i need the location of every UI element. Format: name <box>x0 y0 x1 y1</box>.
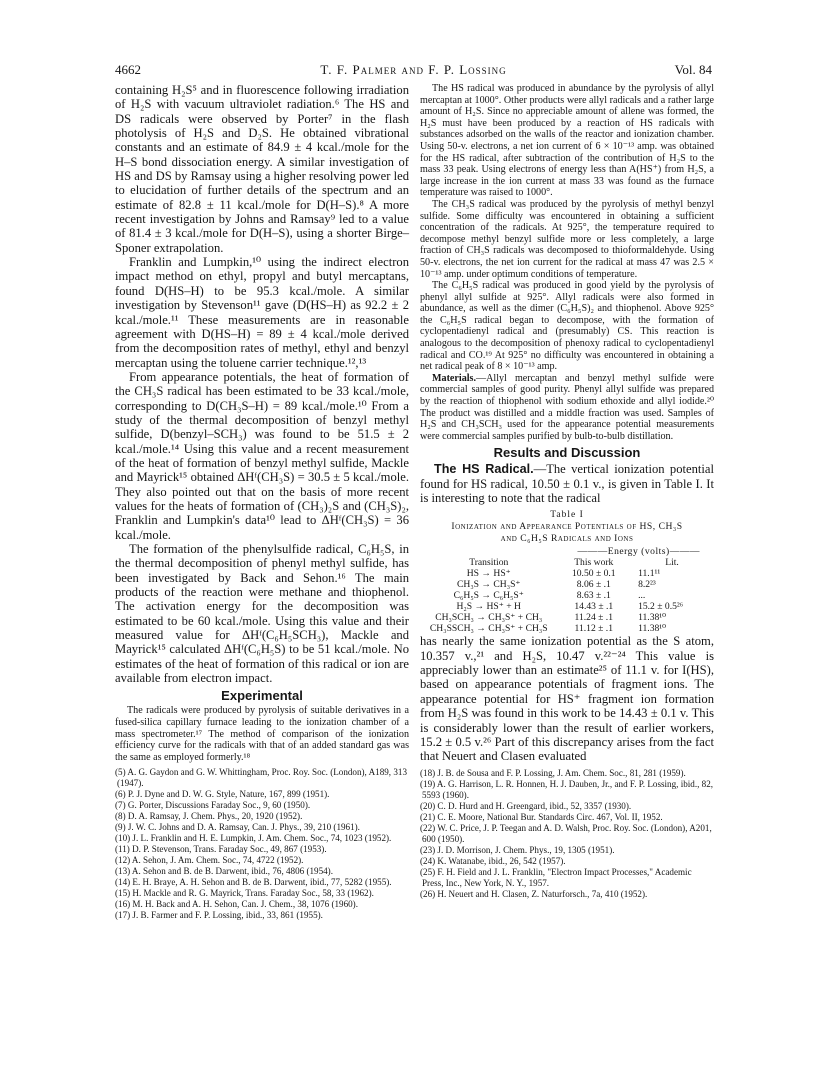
running-title-authors: T. F. Palmer and F. P. Lossing <box>320 62 507 77</box>
body-paragraph: The HS radical was produced in abundance by the pyrolysis of allyl mercaptan at 1000°. Other products were allyl radicals and a rather large amount of H₂S. Since no appreciable amount of allene was formed, the H₂S must have been produced by a reaction of HS radicals with substances adsorbed on the walls of the reactor and ionization chamber. Using 50-v. electrons, a net ion current of 6 × 10⁻¹³ amp. was obtained for the HS radical, after subtraction of the contribution of H₂S to the mass 33 peak. Using electrons of energy less than A(HS⁺) from H₂S, a large increase in the ion current at mass 33 was found as the furnace temperature was raised to 1000°. <box>420 83 714 199</box>
potentials-table <box>420 546 714 634</box>
col-header-lit: Lit. <box>665 557 679 569</box>
footnote: (10) J. L. Franklin and H. E. Lumpkin, J. Am. Chem. Soc., 74, 1023 (1952). <box>115 833 392 844</box>
footnote: (8) D. A. Ramsay, J. Chem. Phys., 20, 1920 (1952). <box>115 811 303 822</box>
page-number: 4662 <box>115 62 141 77</box>
table-caption <box>420 521 714 544</box>
footnote: (6) P. J. Dyne and D. W. G. Style, Nature, 167, 899 (1951). <box>115 789 330 800</box>
table-row: HS → HS⁺ 10.50 ± 0.1 11.1¹¹ <box>466 568 661 580</box>
volume-label: Vol. 84 <box>674 62 712 77</box>
footnote: (13) A. Sehon and B. de B. Darwent, ibid., 76, 4806 (1954). <box>115 866 333 877</box>
hs-radical-text: —The vertical ionization potential found for HS radical, 10.50 ± 0.1 v., is given in Table I. It is interesting to note that the radical <box>420 462 714 506</box>
table-caption-line: Ionization and Appearance Potentials of HS, CH₃S <box>451 521 683 533</box>
hs-radical-run-in-heading: The HS Radical. <box>434 462 534 477</box>
right-footnotes <box>420 768 714 900</box>
table-title: Table I <box>550 510 584 521</box>
footnote: (24) K. Watanabe, ibid., 26, 542 (1957). <box>420 855 566 866</box>
footnote: (11) D. P. Stevenson, Trans. Faraday Soc., 49, 867 (1953). <box>115 844 327 855</box>
table-1 <box>420 510 714 634</box>
intro-paragraph: containing H₂S⁵ and in fluorescence following irradiation of H₂S with vacuum ultraviolet radiation.⁶ The HS and DS radicals were observed by Porter⁷ in the flash photolysis of H₂S and D₂S. He obtained vibrational constants and an estimate of 84.9 ± 4 kcal./mole for the H–S bond dissociation energy. A similar investigation of HS and DS by Ramsay using a higher resolving power led to elucidation of further details of the spectrum and an estimate of 82.8 ± 11 kcal./mole for D(H–S).⁸ A more recent investigation by Johns and Ramsay⁹ led to a value of 81.4 ± 3 kcal./mole for D(H–S), using a shorter Birge–Sponer extrapolation. <box>115 83 409 255</box>
left-footnotes <box>115 767 409 921</box>
right-column <box>420 83 714 900</box>
footnote: (23) J. D. Morrison, J. Chem. Phys., 19, 1305 (1951). <box>420 844 615 855</box>
footnote: (16) M. H. Back and A. H. Sehon, Can. J. Chem., 38, 1076 (1960). <box>115 899 358 910</box>
col-header-this-work: This work <box>574 557 614 569</box>
intro-paragraph: Franklin and Lumpkin,¹⁰ using the indirect electron impact method on ethyl, propyl and butyl mercaptans, found D(HS–H) to be 95.3 kcal./mole. A similar investigation by Stevenson¹¹ gave (D(HS–H) as 92.2 ± 2 kcal./mole.¹¹ These measurements are in reasonable agreement with D(HS–H) = 89 ± 4 kcal./mole derived from the decomposition rates of methyl, ethyl and benzyl mercaptan using the toluene carrier technique.¹²,¹³ <box>115 255 409 370</box>
discussion-paragraph: has nearly the same ionization potential as the S atom, 10.357 v.,²¹ and H₂S, 10.47 v.²²⁻²⁴ This value is appreciably lower than an estimate²⁵ of 11.1 v. for I(HS), based on appearance potentials of fragment ions. The appearance potential for HS⁺ fragment ion formation from H₂S was found in this work to be 14.43 ± 0.1 v. This is considerably lower than the result of earlier workers, 15.2 ± 0.5 v.²⁶ Part of this discrepancy arises from the fact that Neuert and Clasen evaluated <box>420 634 714 764</box>
footnote: (7) G. Porter, Discussions Faraday Soc., 9, 60 (1950). <box>115 800 311 811</box>
footnote: (12) A. Sehon, J. Am. Chem. Soc., 74, 4722 (1952). <box>115 855 304 866</box>
footnote: (21) C. E. Moore, National Bur. Standards Circ. 467, Vol. II, 1952. <box>420 811 663 822</box>
materials-run-in-heading: Materials. <box>432 372 477 384</box>
intro-paragraph: The formation of the phenylsulfide radical, C₆H₅S, in the thermal decomposition of phenyl methyl sulfide, has been investigated by Back and Sehon.¹⁶ The main products of the reaction were methane and thiophenol. The activation energy for the decomposition was estimated to be 60 kcal./mole. Using this value and their measured value for ΔHᶠ(C₆H₅SCH₃), Mackle and Mayrick¹⁵ calculated ΔHᶠ(C₆H₅S) to be 51 kcal./mole. No estimates of the heat of formation of this radical or ion are available from electron impact. <box>115 542 409 686</box>
footnote: (19) A. G. Harrison, L. R. Honnen, H. J. Dauben, Jr., and F. P. Lossing, ibid., 82, 5593 (1960). <box>420 778 714 800</box>
col-header-transition: Transition <box>469 557 509 569</box>
footnote: (20) C. D. Hurd and H. Greengard, ibid., 52, 3357 (1930). <box>420 800 632 811</box>
results-heading: Results and Discussion <box>493 445 641 461</box>
left-column <box>115 83 409 921</box>
table-caption-line: and C₆H₅S Radicals and Ions <box>500 532 634 544</box>
footnote: (17) J. B. Farmer and F. P. Lossing, ibid., 33, 861 (1955). <box>115 910 323 921</box>
materials-text: —Allyl mercaptan and benzyl methyl sulfide were commercial samples of good purity. Phenyl allyl sulfide was prepared by the reaction of thiophenol with sodium ethoxide and allyl iodide.²⁰ The product was distilled and a middle fraction was used. Samples of H₂S and CH₃SCH₃ used for the appearance potential measurements were commercial samples purified by bulb-to-bulb distillation. <box>420 372 714 442</box>
table-row: CH₃SCH₃ → CH₃S⁺ + CH₃ 11.24 ± .1 11.38¹⁰ <box>435 612 667 624</box>
table-row: CH₃SSCH₃ → CH₃S⁺ + CH₃S 11.12 ± .1 11.38¹⁰ <box>429 623 667 635</box>
experimental-paragraph: The radicals were produced by pyrolysis of suitable derivatives in a fused-silica capillary furnace leading to the ionization chamber of a mass spectrometer.¹⁷ The method of comparison of the ionization efficiency curve for the radicals with that of an added standard gas was the same as employed formerly.¹⁸ <box>115 705 409 763</box>
hs-radical-paragraph <box>420 462 714 505</box>
materials-paragraph <box>420 373 714 443</box>
energy-header: ———Energy (volts)——— <box>577 546 700 558</box>
body-paragraph: The CH₃S radical was produced by the pyrolysis of methyl benzyl sulfide. Some difficulty was encountered in obtaining a sufficient concentration of the radicals. At 925°, the temperature required to decompose methyl benzyl sulfide more or less completely, a large fraction of CH₃S radicals was decomposed to thioformaldehyde. Using 50-v. electrons, the net ion current for the radical at mass 47 was 2.5 × 10⁻¹³ amp. under optimum conditions of temperature. <box>420 198 714 280</box>
footnote: (5) A. G. Gaydon and G. W. Whittingham, Proc. Roy. Soc. (London), A189, 313 (1947). <box>115 767 407 789</box>
running-header <box>115 62 712 80</box>
experimental-heading: Experimental <box>221 688 303 704</box>
footnote: (18) J. B. de Sousa and F. P. Lossing, J. Am. Chem. Soc., 81, 281 (1959). <box>420 767 686 778</box>
footnote: (15) H. Mackle and R. G. Mayrick, Trans. Faraday Soc., 58, 33 (1962). <box>115 888 374 899</box>
table-row: C₆H₅S → C₆H₅S⁺ 8.63 ± .1 ... <box>453 590 646 602</box>
footnote: (26) H. Neuert and H. Clasen, Z. Naturforsch., 7a, 410 (1952). <box>420 888 648 899</box>
footnote: (25) F. H. Field and J. L. Franklin, "Electron Impact Processes," Academic Press, Inc., New York, N. Y., 1957. <box>420 866 692 888</box>
footnote: (14) E. H. Braye, A. H. Sehon and B. de B. Darwent, ibid., 77, 5282 (1955). <box>115 877 392 888</box>
footnote: (22) W. C. Price, J. P. Teegan and A. D. Walsh, Proc. Roy. Soc. (London), A201, 600 (1950). <box>420 822 712 844</box>
footnote: (9) J. W. C. Johns and D. A. Ramsay, Can. J. Phys., 39, 210 (1961). <box>115 822 360 833</box>
intro-paragraph: From appearance potentials, the heat of formation of the CH₃S radical has been estimated to be 33 kcal./mole, corresponding to D(CH₃S–H) = 89 kcal./mole.¹⁰ From a study of the thermal decomposition of benzyl methyl sulfide, D(benzyl–SCH₃) was found to be 51.5 ± 2 kcal./mole.¹⁴ Using this value and a recent measurement of the heat of formation of benzyl methyl sulfide, Mackle and Mayrick¹⁵ obtained ΔHᶠ(CH₃S) = 30.5 ± 5 kcal./mole. They also pointed out that on the basis of more recent values for the heats of formation of (CH₃)₂S and (CH₃S)₂, Franklin and Lumpkin's data¹⁰ lead to ΔHᶠ(CH₃S) = 36 kcal./mole. <box>115 369 409 542</box>
body-paragraph: The C₆H₅S radical was produced in good yield by the pyrolysis of phenyl allyl sulfide at 925°. Allyl radicals were also formed in abundance, as well as the dimer (C₆H₅S)₂ and thiophenol. Above 925° the C₆H₅S radical began to decompose, with the formation of cyclopentadienyl radical and (presumably) CS. This reaction is analogous to the decomposition of phenoxy radical to cyclopentadienyl radical and CO.¹⁹ At 925° no difficulty was encountered in obtaining a net radical peak of 8 × 10⁻¹³ amp. <box>420 280 714 373</box>
table-row: CH₃S → CH₃S⁺ 8.06 ± .1 8.2²³ <box>457 579 656 591</box>
table-row: H₂S → HS⁺ + H 14.43 ± .1 15.2 ± 0.5²⁶ <box>456 601 684 613</box>
